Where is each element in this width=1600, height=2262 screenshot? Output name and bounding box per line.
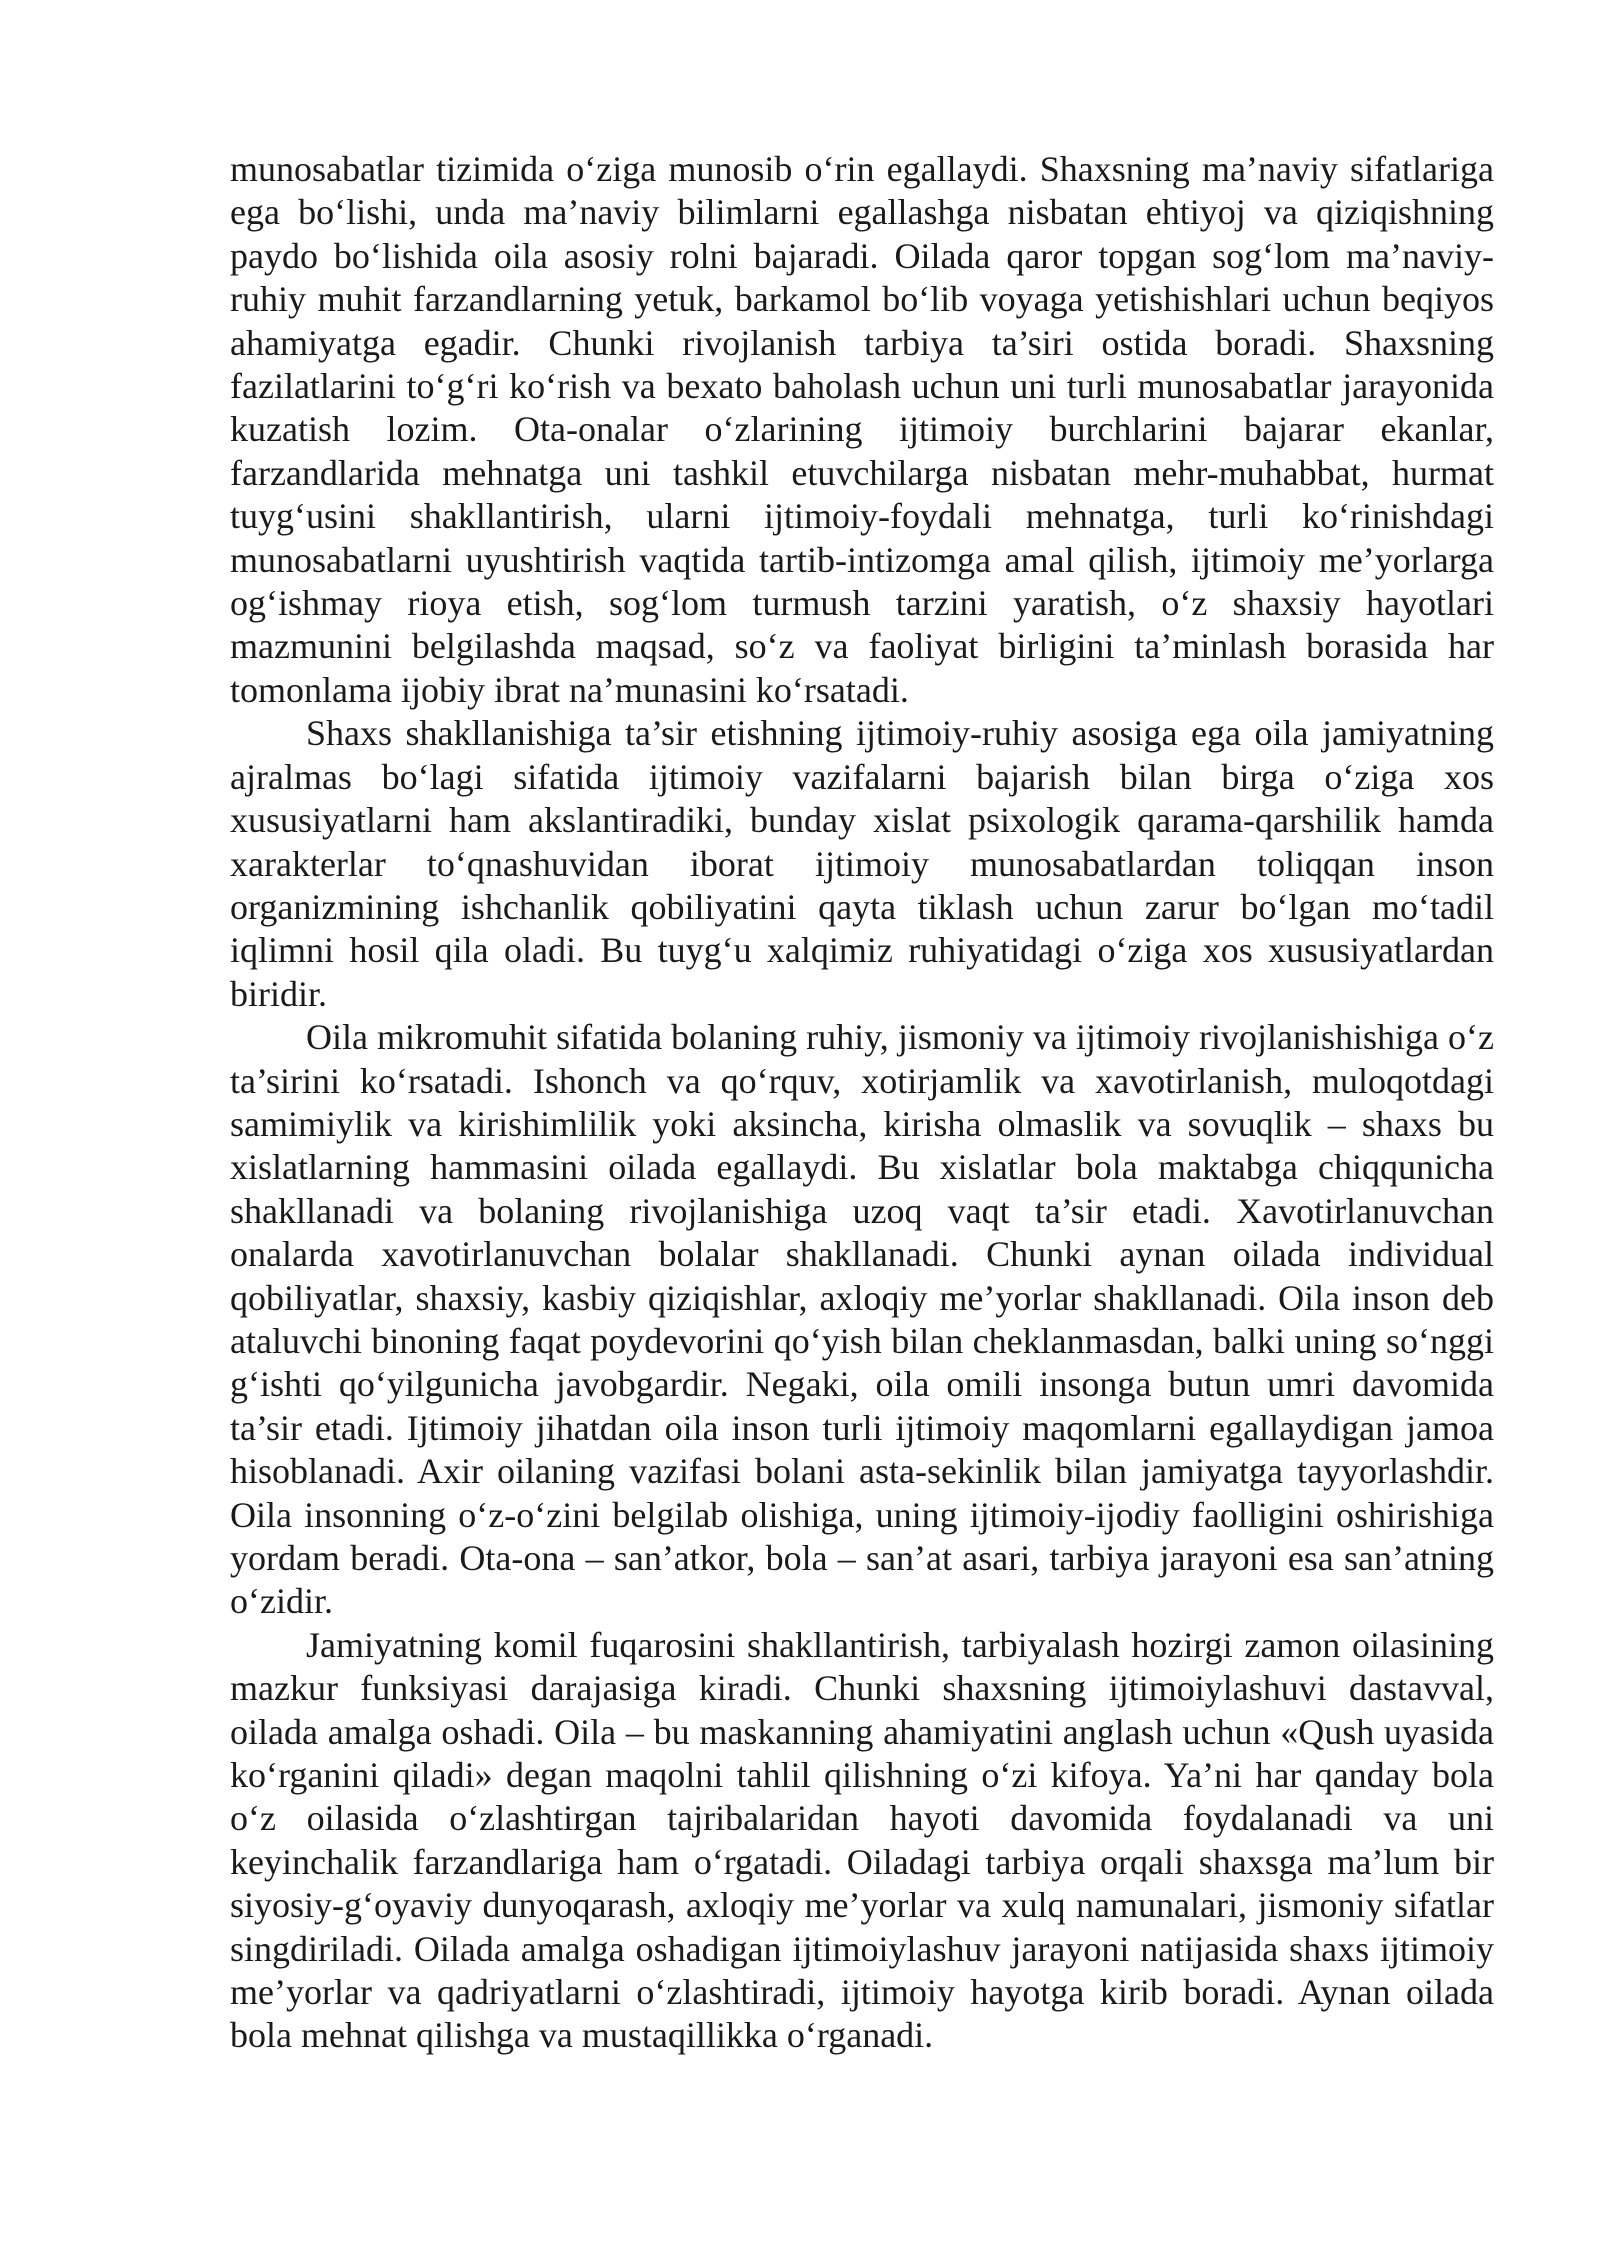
paragraph-3: Oila mikromuhit sifatida bolaning ruhiy, jismoniy va ijtimoiy rivojlanishishiga o‘z ta’sirini ko‘rsatadi. Ishonch va qo‘rquv, xotirjamlik va xavotirlanish, muloqotdagi samimiylik va kirishimlilik yoki aksincha, kirisha olmaslik va sovuqlik – shaxs bu xislatlarning hammasini oilada egallaydi. Bu xislatlar bola maktabga chiqqunicha shakllanadi va bolaning rivojlanishiga uzoq vaqt ta’sir etadi. Xavotirlanuvchan onalarda xavotirlanuvchan bolalar shakllanadi. Chunki aynan oilada individual qobiliyatlar, shaxsiy, kasbiy qiziqishlar, axloqiy me’yorlar shakllanadi. Oila inson deb ataluvchi binoning faqat poydevorini qo‘yish bilan cheklanmasdan, balki uning so‘nggi g‘ishti qo‘yilgunicha javobgardir. Negaki, oila omili insonga butun umri davomida ta’sir etadi. Ijtimoiy jihatdan oila inson turli ijtimoiy maqomlarni egallaydigan jamoa hisoblanadi. Axir oilaning vazifasi bolani asta-sekinlik bilan jamiyatga tayyorlashdir. Oila insonning o‘z-o‘zini belgilab olishiga, uning ijtimoiy-ijodiy faolligini oshirishiga yordam beradi. Ota-ona – san’atkor, bola – san’at asari, tarbiya jarayoni esa san’atning o‘zidir. — [230, 1017, 1494, 1622]
document-page — [230, 148, 1494, 2058]
paragraph-4: Jamiyatning komil fuqarosini shakllantirish, tarbiyalash hozirgi zamon oilasining mazkur funksiyasi darajasiga kiradi. Chunki shaxsning ijtimoiylashuvi dastavval, oilada amalga oshadi. Oila – bu maskanning ahamiyatini anglash uchun «Qush uyasida ko‘rganini qiladi» degan maqolni tahlil qilishning o‘zi kifoya. Ya’ni har qanday bola o‘z oilasida o‘zlashtirgan tajribalaridan hayoti davomida foydalanadi va uni keyinchalik farzandlariga ham o‘rgatadi. Oiladagi tarbiya orqali shaxsga ma’lum bir siyosiy-g‘oyaviy dunyoqarash, axloqiy me’yorlar va xulq namunalari, jismoniy sifatlar singdiriladi. Oilada amalga oshadigan ijtimoiylashuv jarayoni natijasida shaxs ijtimoiy me’yorlar va qadriyatlarni o‘zlashtiradi, ijtimoiy hayotga kirib boradi. Aynan oilada bola mehnat qilishga va mustaqillikka o‘rganadi. — [230, 1624, 1494, 2056]
paragraph-2: Shaxs shakllanishiga ta’sir etishning ijtimoiy-ruhiy asosiga ega oila jamiyatning ajralmas bo‘lagi sifatida ijtimoiy vazifalarni bajarish bilan birga o‘ziga xos xususiyatlarni ham akslantiradiki, bunday xislat psixologik qarama-qarshilik hamda xarakterlar to‘qnashuvidan iborat ijtimoiy munosabatlardan toliqqan inson organizmining ishchanlik qobiliyatini qayta tiklash uchun zarur bo‘lgan mo‘tadil iqlimni hosil qila oladi. Bu tuyg‘u xalqimiz ruhiyatidagi o‘ziga xos xususiyatlardan biridir. — [230, 713, 1494, 1014]
paragraph-1: munosabatlar tizimida o‘ziga munosib o‘rin egallaydi. Shaxsning ma’naviy sifatlariga ega bo‘lishi, unda ma’naviy bilimlarni egallashga nisbatan ehtiyoj va qiziqishning paydo bo‘lishida oila asosiy rolni bajaradi. Oilada qaror topgan sog‘lom ma’naviy-ruhiy muhit farzandlarning yetuk, barkamol bo‘lib voyaga yetishishlari uchun beqiyos ahamiyatga egadir. Chunki rivojlanish tarbiya ta’siri ostida boradi. Shaxsning fazilatlarini to‘g‘ri ko‘rish va bexato baholash uchun uni turli munosabatlar jarayonida kuzatish lozim. Ota-onalar o‘zlarining ijtimoiy burchlarini bajarar ekanlar, farzandlarida mehnatga uni tashkil etuvchilarga nisbatan mehr-muhabbat, hurmat tuyg‘usini shakllantirish, ularni ijtimoiy-foydali mehnatga, turli ko‘rinishdagi munosabatlarni uyushtirish vaqtida tartib-intizomga amal qilish, ijtimoiy me’yorlarga og‘ishmay rioya etish, sog‘lom turmush tarzini yaratish, o‘z shaxsiy hayotlari mazmunini belgilashda maqsad, so‘z va faoliyat birligini ta’minlash borasida har tomonlama ijobiy ibrat na’munasini ko‘rsatadi. — [230, 149, 1494, 710]
